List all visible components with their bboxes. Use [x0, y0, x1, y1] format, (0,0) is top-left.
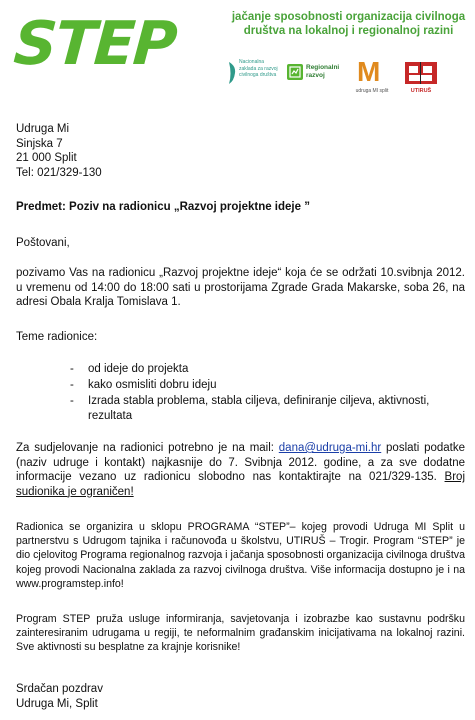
ncs-logo: [228, 58, 276, 98]
topic-dash: -: [70, 379, 74, 391]
intro-paragraph: pozivamo Vas na radionicu „Razvoj projektne ideje“ koja će se održati 10.svibnja 2012. u vremenu od 14:00 do 18:00 sati u prostorijama Zgrade Grada Makarske, soba 26, na adresi Obala Kralja Tomislava 1.: [16, 267, 465, 308]
utirus-icon: [402, 58, 440, 88]
mi-logo-letter: M: [357, 56, 381, 87]
program-paragraph: Radionica se organizira u sklopu PROGRAMA “STEP”– kojeg provodi Udruga MI Split u partnerstvu s Udrugom tajnika i računovođa u školstvu, UTIRUŠ – Trogir. Program “STEP” je dio cjelovitog Programa regionalnog razvoja i jačanja sposobnosti organizacija civilnoga društva kojeg provodi Nacionalna zaklada za razvoj civilnoga društva. Više informacija dostupno je i na www.programstep.info!: [16, 521, 465, 590]
topic-item: od ideje do projekta: [88, 363, 189, 375]
closing-block: [16, 682, 103, 711]
topic-item: Izrada stabla problema, stabla ciljeva, definiranje ciljeva, aktivnosti, rezultata: [88, 395, 430, 422]
apply-text: Za sudjelovanje na radionici potrebno je na mail:: [16, 442, 279, 454]
regionalni-razvoj-logo: [287, 58, 340, 98]
topic-dash: -: [70, 395, 74, 407]
apply-text: poslati podatke (naziv udruge i kontakt) najkasnije do 7. Svibnja 2012. godine, a za sve dodatne informacije vezano uz radionicu slobodno nas kontaktirajte na 021/329-135.: [16, 442, 465, 483]
tagline-line-2: društva na lokalnoj i regionalnoj razini: [243, 25, 454, 37]
limited-notice: Broj sudionika je ograničen!: [16, 471, 465, 498]
topic-item: kako osmisliti dobru ideju: [88, 379, 217, 391]
letter-greeting: Poštovani,: [16, 237, 70, 249]
utirus-text: UTIRUŠ: [410, 88, 432, 94]
services-paragraph: Program STEP pruža usluge informiranja, savjetovanja i izobrazbe kao sustavnu podršku zainteresiranim udrugama u regiji, te neformalnim građanskim inicijativama na lokalnoj razini. Sve aktivnosti su besplatne za krajnje korisnike!: [16, 613, 465, 654]
address-line: Tel: 021/329-130: [16, 166, 102, 179]
email-link[interactable]: dana@udruga-mi.hr: [278, 442, 382, 454]
address-line: Sinjska 7: [16, 137, 63, 150]
regional-development-icon: [287, 64, 303, 80]
header-tagline: [226, 10, 471, 38]
regionalni-razvoj-text: Regionalni razvoj: [306, 64, 340, 79]
address-block: [16, 122, 102, 180]
apply-paragraph: [16, 441, 465, 499]
step-logo: STEP: [11, 9, 178, 79]
udruga-mi-logo: [353, 58, 389, 98]
ncs-logo-text: Nacionalna zaklada za razvoj civilnoga društva: [239, 59, 278, 78]
leaf-icon: [228, 60, 237, 86]
address-line: Udruga Mi: [16, 123, 70, 135]
topic-dash: -: [70, 363, 74, 375]
utirus-logo: [402, 58, 440, 98]
topics-heading: Teme radionice:: [16, 331, 98, 343]
address-line: 21 000 Split: [16, 152, 77, 164]
closing-signature: Udruga Mi, Split: [16, 697, 98, 710]
tagline-line-1: jačanje sposobnosti organizacija civilnoga: [231, 11, 466, 23]
letter-subject: Predmet: Poziv na radionicu „Razvoj projektne ideje ”: [16, 201, 310, 213]
mi-logo-text: udruga MI split: [355, 88, 389, 94]
closing-line: Srdačan pozdrav: [16, 683, 103, 695]
